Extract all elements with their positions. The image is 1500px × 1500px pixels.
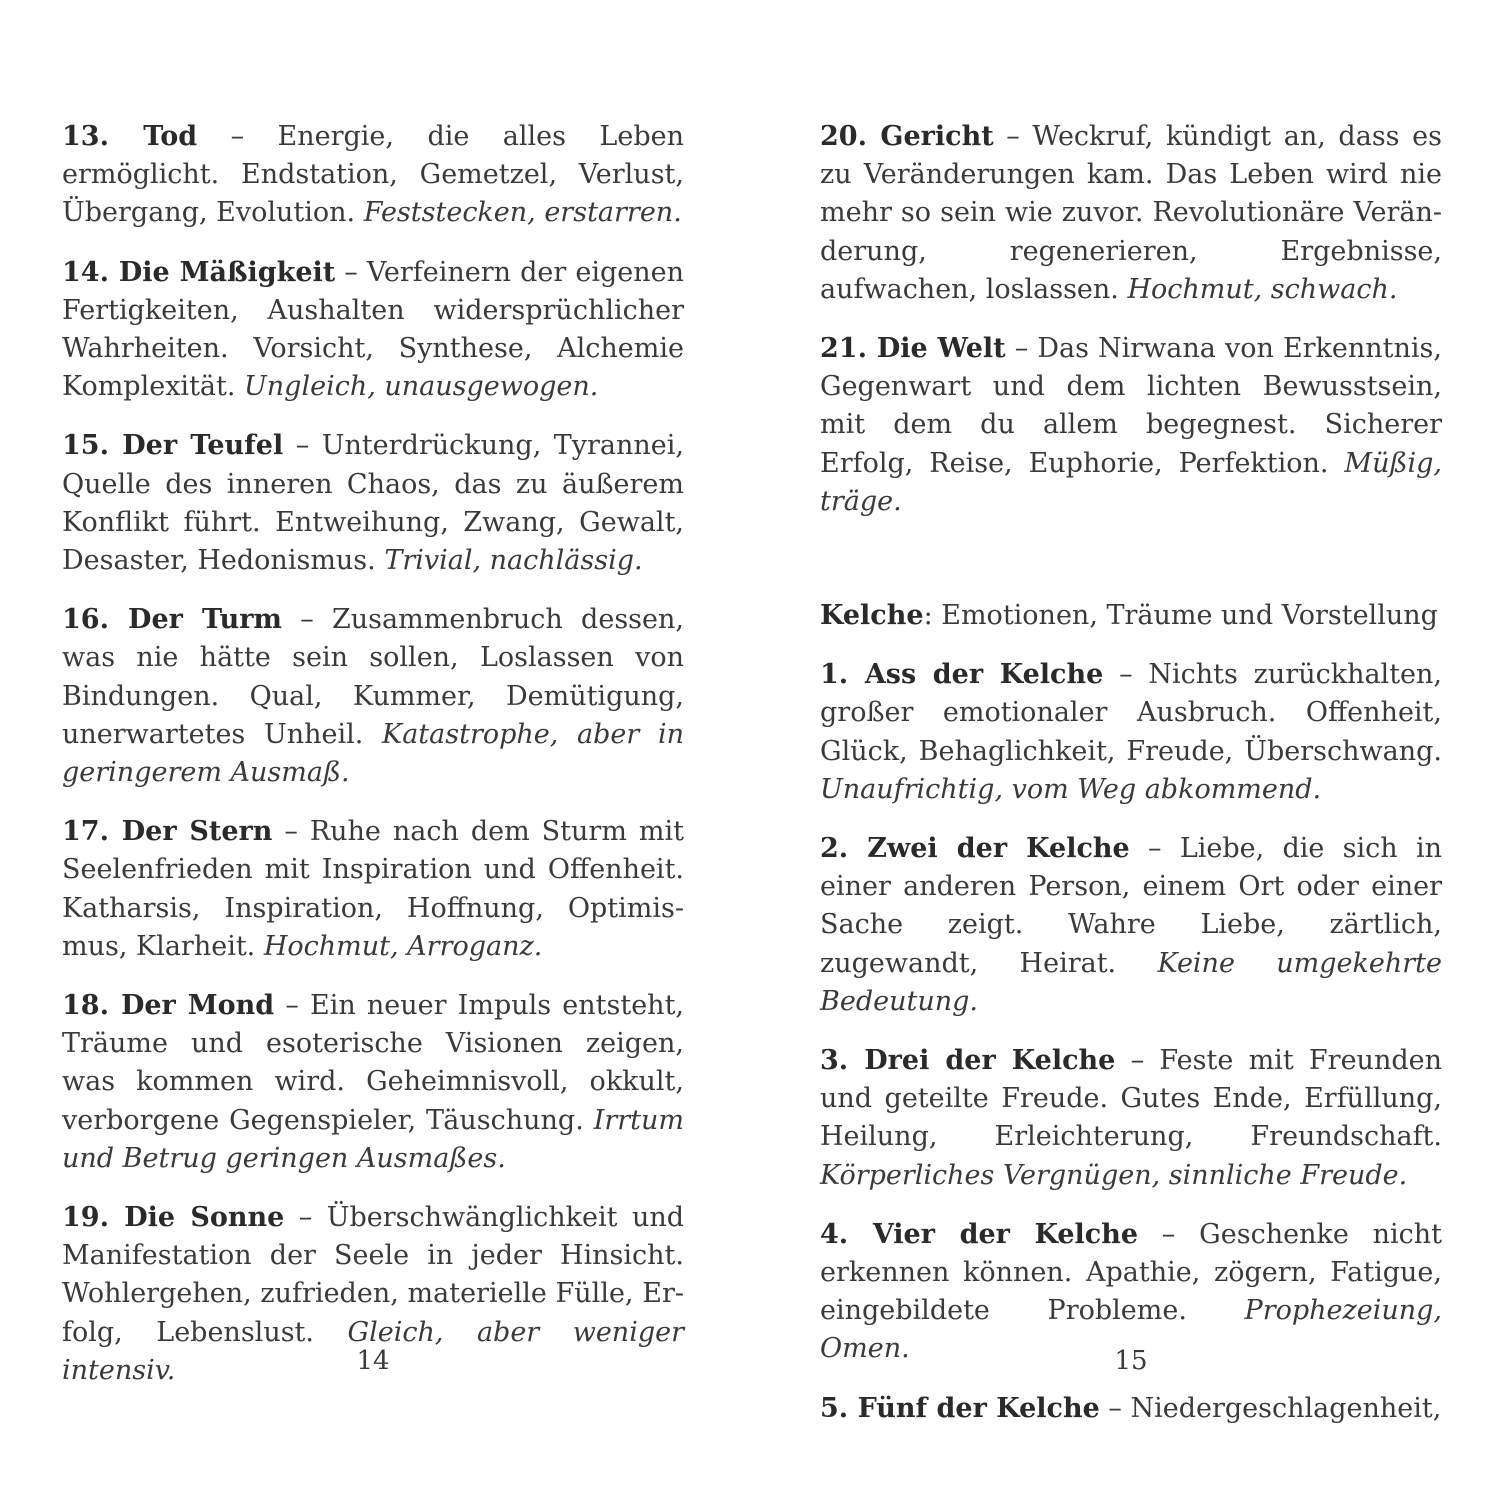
card-title: 14. Die Mäßigkeit <box>62 256 336 288</box>
card-title: 3. Drei der Kelche <box>820 1045 1116 1077</box>
card-title: 5. Fünf der Kelche <box>820 1392 1100 1424</box>
card-title: 21. Die Welt <box>820 333 1006 365</box>
card-entry-20: 20. Gericht – Weckruf, kündigt an, dass es zu Veränderungen kam. Das Leben wird nie mehr so sein wie zuvor. Revolutionäre Veränderung, regenerieren, Ergebnisse, aufwachen, loslassen. Hochmut, schwach. <box>820 121 1442 305</box>
card-reversed-meaning: Feststecken, erstarren. <box>363 197 682 229</box>
card-meaning: Energie, die alles Leben ermöglicht. Endstation, Gemetzel, Verlust, Übergang, Evolution. <box>62 121 684 229</box>
card-entry-21: 21. Die Welt – Das Nirwana von Erkenntnis, Gegenwart und dem lichten Bewusstsein, mit dem du allem begegnest. Sicherer Erfolg, Reise, Euphorie, Perfektion. Müßig, träge. <box>820 333 1442 517</box>
page-number-left: 14 <box>356 1346 390 1376</box>
card-entry-17: 17. Der Stern – Ruhe nach dem Sturm mit Seelenfrieden mit Inspiration und Offenheit. Katharsis, Inspiration, Hoffnung, Optimismus, Klarheit. Hochmut, Arroganz. <box>62 816 684 962</box>
card-reversed-meaning: Unaufrichtig, vom Weg abkommend. <box>820 773 1322 805</box>
card-reversed-meaning: Körperliches Vergnügen, sinnliche Freude. <box>820 1159 1408 1191</box>
card-meaning: Geschenke nicht erkennen können. Apathie, zögern, Fatigue, eingebildete Probleme. <box>820 1218 1442 1327</box>
card-title: 2. Zwei der Kelche <box>820 833 1130 865</box>
card-meaning: Ruhe nach dem Sturm mit Seelenfrieden mit Inspiration und Offenheit. Katharsis, Inspiration, Hoffnung, Optimismus, Klarheit. <box>62 816 684 962</box>
card-entry-16: 16. Der Turm – Zusammenbruch dessen, was nie hätte sein sollen, Loslassen von Bindungen. Qual, Kummer, Demütigung, unerwartetes Unheil. Katastrophe, aber in geringerem Ausmaß. <box>62 604 684 789</box>
card-reversed-meaning: Gleich, aber weniger intensiv. <box>62 1316 684 1386</box>
card-entry-14: 14. Die Mäßigkeit – Verfeinern der eigenen Fertigkeiten, Aushalten widersprüchlicher Wahrheiten. Vorsicht, Synthese, Alchemie Komplexität. Ungleich, unausgewogen. <box>62 256 684 403</box>
card-title: 17. Der Stern <box>62 816 273 848</box>
card-title: 19. Die Sonne <box>62 1202 285 1234</box>
card-title: 18. Der Mond <box>62 990 275 1022</box>
card-meaning: Liebe, die sich in einer anderen Person, einem Ort oder einer Sache zeigt. Wahre Liebe, zärtlich, zugewandt, Heirat. <box>820 833 1442 979</box>
card-entry-13: 13. Tod – Energie, die alles Leben ermöglicht. Endstation, Gemetzel, Verlust, Übergang, Evolution. Feststecken, erstarren. <box>62 121 684 229</box>
card-reversed-meaning: Keine umgekehrte Bedeutung. <box>820 947 1442 1017</box>
card-meaning: Ein neuer Impuls entsteht, Träume und esoterische Visionen zeigen, was kommen wird. Geheimnisvoll, okkult, verborgene Gegenspieler, Täuschung. <box>62 990 684 1136</box>
card-title: 1. Ass der Kelche <box>820 659 1104 691</box>
card-entry-19: 19. Die Sonne – Überschwänglichkeit und Manifestation der Seele in jeder Hinsicht. Wohlergehen, zufrieden, materielle Fülle, Erfolg, Lebenslust. Gleich, aber weniger intensiv. <box>62 1202 685 1386</box>
card-entry-kelche-4: 4. Vier der Kelche – Geschenke nicht erkennen können. Apathie, zögern, Fatigue, eingebildete Probleme. Prophezeiung, Omen. <box>820 1218 1442 1365</box>
section-description: Emotionen, Träume und Vorstellung <box>941 600 1438 632</box>
card-meaning: Zusammenbruch dessen, was nie hätte sein sollen, Loslassen von Bindungen. Qual, Kummer, Demütigung, unerwartetes Unheil. <box>62 604 684 750</box>
card-title: 16. Der Turm <box>62 604 282 636</box>
card-entry-kelche-3: 3. Drei der Kelche – Feste mit Freunden und geteilte Freude. Gutes Ende, Erfüllung, Heilung, Erleichterung, Freundschaft. Körperliches Vergnügen, sinnliche Freude. <box>820 1045 1442 1191</box>
left-page <box>62 118 685 1386</box>
card-meaning: Unterdrückung, Tyrannei, Quelle des inneren Chaos, das zu äußerem Konflikt führt. Entweihung, Zwang, Gewalt, Desaster, Hedonismus. <box>62 430 684 577</box>
page-number-right: 15 <box>1114 1346 1148 1376</box>
card-meaning: Nichts zurückhalten, großer emotionaler Ausbruch. Offenheit, Glück, Behaglichkeit, Freude, Überschwang. <box>820 659 1442 767</box>
card-title: 15. Der Teufel <box>62 430 284 462</box>
card-reversed-meaning: Hochmut, schwach. <box>1127 273 1398 305</box>
card-meaning: Das Nirwana von Erkenntnis, Gegenwart und dem lichten Bewusstsein, mit dem du allem begegnest. Sicherer Erfolg, Reise, Euphorie, Perfektion. <box>820 333 1442 479</box>
card-reversed-meaning: Irrtum und Betrug geringen Ausmaßes. <box>62 1104 684 1174</box>
card-title: 20. Gericht <box>820 121 994 152</box>
card-meaning: Feste mit Freunden und geteilte Freude. Gutes Ende, Erfüllung, Heilung, Erleichterung, Freundschaft. <box>820 1045 1442 1153</box>
section-label: Kelche <box>820 600 924 632</box>
card-entry-kelche-2: 2. Zwei der Kelche – Liebe, die sich in einer anderen Person, einem Ort oder einer Sache zeigt. Wahre Liebe, zärtlich, zugewandt, Heirat. Keine umgekehrte Bedeutung. <box>820 833 1442 1017</box>
card-reversed-meaning: Katastrophe, aber in geringerem Ausmaß. <box>62 718 684 789</box>
card-entry-kelche-5: 5. Fünf der Kelche – Niedergeschlagenheit, <box>820 1392 1442 1424</box>
card-reversed-meaning: Müßig, träge. <box>820 447 1442 517</box>
card-meaning: Überschwänglichkeit und Manifestation der Seele in jeder Hinsicht. Wohlergehen, zufrieden, materielle Fülle, Erfolg, Lebenslust. <box>62 1202 685 1348</box>
card-meaning: Niedergeschlagenheit, <box>1130 1392 1442 1424</box>
card-title: 13. Tod <box>62 121 198 152</box>
card-entry-kelche-1: 1. Ass der Kelche – Nichts zurückhalten, großer emotionaler Ausbruch. Offenheit, Glück, Behaglichkeit, Freude, Überschwang. Unaufrichtig, vom Weg abkommend. <box>820 659 1442 805</box>
card-entry-18: 18. Der Mond – Ein neuer Impuls entsteht, Träume und esoterische Visionen zeigen, was kommen wird. Geheimnisvoll, okkult, verborgene Gegenspieler, Täuschung. Irrtum und Betrug geringen Ausmaßes. <box>62 990 684 1174</box>
card-reversed-meaning: Trivial, nachlässig. <box>384 545 643 577</box>
card-title: 4. Vier der Kelche <box>820 1218 1139 1250</box>
card-reversed-meaning: Ungleich, unausgewogen. <box>244 371 599 403</box>
card-reversed-meaning: Hochmut, Arroganz. <box>263 930 543 962</box>
card-meaning: Weckruf, kündigt an, dass es zu Veränderungen kam. Das Leben wird nie mehr so sein wie zuvor. Revolutionäre Veränderung, regenerieren, Ergebnisse, aufwachen, loslassen. <box>820 121 1442 305</box>
card-entry-15: 15. Der Teufel – Unterdrückung, Tyrannei, Quelle des inneren Chaos, das zu äußerem Konflikt führt. Entweihung, Zwang, Gewalt, Desaster, Hedonismus. Trivial, nachlässig. <box>62 430 684 577</box>
card-reversed-meaning: Prophezeiung, Omen. <box>820 1295 1442 1365</box>
section-heading-kelche: Kelche: Emotionen, Träume und Vorstellung <box>820 600 1438 632</box>
card-meaning: Verfeinern der eigenen Fertigkeiten, Aushalten widersprüchlicher Wahrheiten. Vorsicht, Synthese, Alchemie Komplexität. <box>62 256 684 403</box>
